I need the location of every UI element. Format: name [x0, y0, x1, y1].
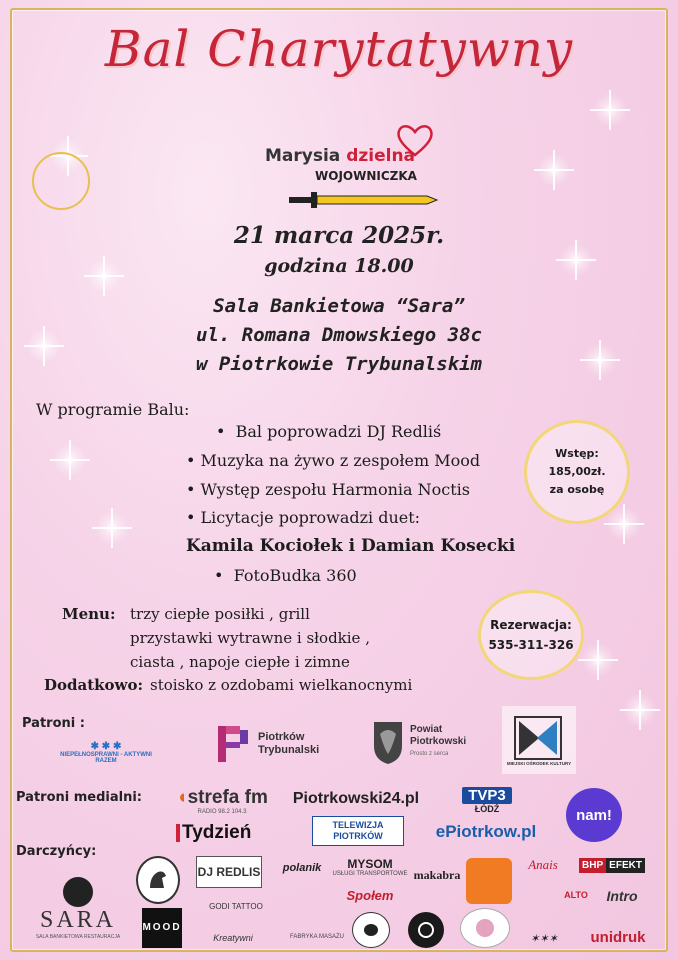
tydzien-bar-icon: [176, 824, 180, 842]
shield-crest-icon: [372, 718, 404, 766]
venue-line: ul. Romana Dmowskiego 38c: [196, 324, 482, 346]
sparkle-decoration: [590, 90, 630, 130]
donor-logo-orange[interactable]: [466, 858, 512, 904]
patron-logo-text: NIEPEŁNOSPRAWNI - AKTYWNI RAZEM: [60, 751, 152, 764]
organizer-subtitle: WOJOWNICZKA: [315, 169, 417, 183]
donor-logo-anais[interactable]: Anais: [528, 857, 558, 872]
patron-logo-powiat[interactable]: [372, 712, 496, 772]
patron-logo-text: Powiat Piotrkowski: [410, 724, 467, 747]
media-logo-piotrkowski24[interactable]: Piotrkowski24.pl: [292, 790, 420, 807]
program-item: • Występ zespołu Harmonia Noctis: [186, 480, 471, 499]
donor-logo-roses[interactable]: [460, 908, 510, 948]
menu-label: Menu:: [62, 605, 116, 623]
camera-lens-icon: [418, 922, 434, 938]
donor-logo-unidruk[interactable]: unidruk: [590, 928, 646, 946]
sparkle-decoration: [620, 690, 660, 730]
donor-logo-mood[interactable]: MOOD: [142, 908, 182, 948]
event-date: 21 marca 2025r.: [233, 222, 445, 249]
patron-logo-mok[interactable]: [502, 706, 576, 774]
entry-price: 185,00zł.: [548, 465, 606, 478]
media-logo-tvp3[interactable]: [454, 782, 520, 818]
menu-line: przystawki wytrawne i słodkie ,: [130, 629, 370, 647]
media-logo-epiotrkow[interactable]: ePiotrkow.pl: [435, 822, 537, 841]
reservation-phone[interactable]: 535-311-326: [488, 638, 574, 652]
media-logo-tydzien[interactable]: Tydzień: [176, 820, 272, 846]
donor-logo-mysom[interactable]: [332, 852, 408, 882]
program-item: • FotoBudka 360: [214, 566, 357, 585]
donor-logo-djredlis[interactable]: DJ REDLIS: [196, 856, 262, 888]
rose-icon: [476, 919, 494, 937]
donor-logo-makabra[interactable]: makabra: [413, 867, 461, 882]
patron-logo-piotrkow[interactable]: [216, 722, 348, 766]
donor-logo-spolem[interactable]: Społem: [346, 887, 394, 903]
horse-seal-icon: [144, 866, 172, 894]
tvp3-region: ŁÓDŹ: [474, 803, 500, 814]
menu-line: trzy ciepłe posiłki , grill: [130, 605, 310, 623]
media-logo-strefa[interactable]: [168, 784, 276, 818]
entry-per: za osobę: [549, 483, 605, 496]
program-item: • Muzyka na żywo z zespołem Mood: [186, 451, 481, 470]
donor-logo-subtext: SALA BANKIETOWA RESTAURACJA: [35, 933, 121, 940]
city-p-icon: [216, 724, 250, 764]
donor-logo-sara[interactable]: [26, 862, 130, 954]
event-time: godzina 18.00: [264, 255, 414, 277]
efekt-badge: EFEKT: [606, 858, 645, 873]
event-venue: [0, 292, 678, 379]
donor-logo-text: MYSOM: [347, 857, 393, 871]
event-title: Bal Charytatywny: [104, 20, 574, 78]
strefa-c-icon: ◖: [176, 787, 188, 808]
patron-logo-text: Piotrków Trybunalski: [258, 731, 320, 756]
program-heading: W programie Balu:: [36, 400, 190, 419]
patrons-label: Patroni :: [22, 716, 85, 731]
sword-icon: [289, 192, 439, 208]
figures-icon: ✱ ✱ ✱: [90, 740, 122, 752]
sparkle-decoration: [578, 640, 618, 680]
gold-ring-decoration: [32, 152, 90, 210]
program-item: • Licytacje poprowadzi duet:: [186, 508, 421, 527]
sara-emblem-icon: [63, 877, 93, 907]
tvp3-badge: TVP3: [462, 787, 512, 804]
sparkle-decoration: [92, 508, 132, 548]
entry-price-badge: [524, 420, 630, 524]
sparkle-decoration: [534, 150, 574, 190]
entry-label: Wstęp:: [555, 447, 599, 460]
media-logo-subtext: RADIO 98.2 104.3: [197, 809, 247, 815]
donor-logo-camera[interactable]: [408, 912, 444, 948]
powiat-text: [410, 724, 486, 760]
sparkle-decoration: [50, 440, 90, 480]
donor-logo-seal[interactable]: [136, 856, 180, 904]
media-logo-nam[interactable]: nam!: [566, 788, 622, 842]
donor-logo-alto[interactable]: ALTO: [564, 890, 588, 900]
organizer-logo: [265, 122, 445, 214]
patron-logo-niepelnosprawni[interactable]: [56, 736, 156, 768]
organizer-name: Marysia dzielna: [265, 146, 416, 166]
venue-line: Sala Bankietowa “Sara”: [213, 295, 465, 317]
patron-logo-tagline: Prosto z serca: [410, 751, 449, 757]
strefa-wordmark: ◖strefa fm: [176, 787, 268, 808]
sheep-icon: [364, 924, 378, 936]
extra-text: stoisko z ozdobami wielkanocnymi: [150, 676, 413, 694]
extra-label: Dodatkowo:: [44, 676, 144, 694]
donor-logo-godi[interactable]: GODI TATTOO: [209, 901, 263, 911]
program-item: • Bal poprowadzi DJ Redliś: [216, 422, 442, 441]
donors-label: Darczyńcy:: [16, 844, 97, 859]
donor-logo-kreatywni[interactable]: Kreatywni: [213, 933, 253, 943]
donor-logo-intro[interactable]: Intro: [606, 888, 638, 904]
menu-line: ciasta , napoje ciepłe i zimne: [130, 653, 350, 671]
donor-logo-bhp-efekt[interactable]: [574, 854, 650, 876]
media-logo-tv-piotrkow[interactable]: TELEWIZJA PIOTRKÓW: [312, 816, 404, 846]
patron-logo-text: MIEJSKI OŚRODEK KULTURY: [506, 760, 572, 766]
auction-hosts: Kamila Kociołek i Damian Kosecki: [186, 536, 516, 556]
bhp-badge: BHP: [579, 858, 606, 873]
media-patrons-label: Patroni medialni:: [16, 790, 143, 805]
donor-logo-fabryka[interactable]: FABRYKA MASAŻU: [290, 934, 344, 940]
donor-logo-sheep[interactable]: [352, 912, 390, 948]
mok-emblem-icon: [511, 715, 567, 761]
venue-line: w Piotrkowie Trybunalskim: [196, 353, 482, 375]
donor-logo-akrdo[interactable]: ✶✶✶: [530, 932, 558, 945]
reservation-label: Rezerwacja:: [490, 618, 572, 632]
donor-logo-polanik[interactable]: polanik: [282, 862, 322, 874]
donor-logo-text: SARA: [39, 906, 117, 933]
donor-logo-subtext: USŁUGI TRANSPORTOWE: [332, 871, 408, 877]
reservation-badge: [478, 590, 584, 680]
